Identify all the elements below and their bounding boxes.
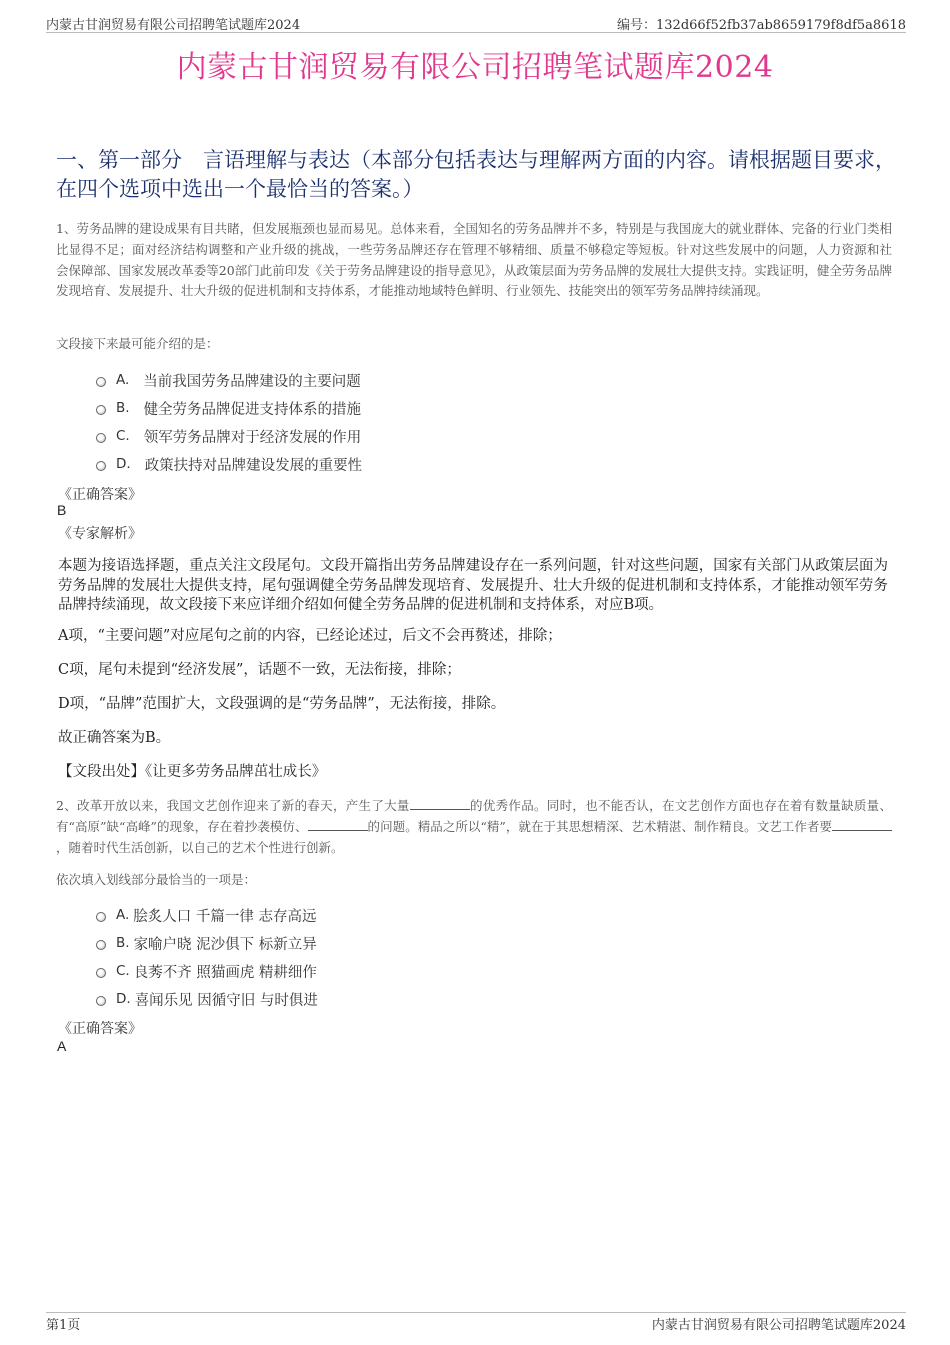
radio-icon[interactable] <box>96 433 106 443</box>
q2-stem-part: 2、改革开放以来，我国文艺创作迎来了新的春天，产生了大量 <box>56 798 410 813</box>
q1-analysis-d: D项，“品牌”范围扩大，文段强调的是“劳务品牌”，无法衔接，排除。 <box>58 696 506 712</box>
option-text: 健全劳务品牌促进支持体系的措施 <box>143 401 362 418</box>
q1-analysis-c: C项，尾句未提到“经济发展”，话题不一致，无法衔接，排除； <box>58 662 461 678</box>
option-letter: A. <box>116 907 130 923</box>
q2-option-d[interactable] <box>96 985 318 1013</box>
q1-option-c[interactable] <box>96 422 362 450</box>
option-text: 领军劳务品牌对于经济发展的作用 <box>143 429 362 446</box>
q1-prompt: 文段接下来最可能介绍的是： <box>56 336 219 351</box>
q1-option-b[interactable] <box>96 394 362 422</box>
option-text: 良莠不齐 照猫画虎 精耕细作 <box>133 964 317 981</box>
option-text: 政策扶持对品牌建设发展的重要性 <box>144 457 363 474</box>
radio-icon[interactable] <box>96 996 106 1006</box>
fill-blank <box>308 830 368 831</box>
radio-icon[interactable] <box>96 461 106 471</box>
header-left-title: 内蒙古甘润贸易有限公司招聘笔试题库2024 <box>46 18 301 33</box>
q2-option-b[interactable] <box>96 929 318 957</box>
header-divider <box>46 32 906 33</box>
q1-options <box>96 366 362 478</box>
q1-analysis-a: A项，“主要问题”对应尾句之前的内容，已经论述过，后文不会再赘述，排除； <box>58 628 562 644</box>
fill-blank <box>832 830 892 831</box>
q2-stem-part: ，随着时代生活创新，以自己的艺术个性进行创新。 <box>56 839 344 855</box>
option-text: 脍炙人口 千篇一律 志存高远 <box>133 908 317 925</box>
option-letter: D. <box>116 991 131 1007</box>
radio-icon[interactable] <box>96 405 106 415</box>
document-id: 编号：132d66f52fb37ab8659179f8df5a8618 <box>617 18 906 33</box>
footer-title: 内蒙古甘润贸易有限公司招聘笔试题库2024 <box>651 1318 906 1333</box>
option-letter: C. <box>116 963 130 979</box>
option-letter: D. <box>116 456 131 472</box>
q2-answer-label: 《正确答案》 <box>58 1021 142 1037</box>
q1-answer: B <box>57 502 67 518</box>
q2-stem-part: 的优秀作品。同时，也不能否认，在文艺创作方面也存在着有数量缺质量、有“高原”缺“高峰”的现象，存在着抄袭模仿、 <box>56 798 892 834</box>
q1-analysis-conclusion: 故正确答案为B。 <box>58 730 171 746</box>
radio-icon[interactable] <box>96 968 106 978</box>
q1-answer-label: 《正确答案》 <box>58 487 142 503</box>
fill-blank <box>410 809 470 810</box>
q2-stem <box>56 796 892 858</box>
section-heading: 一、第一部分 言语理解与表达（本部分包括表达与理解两方面的内容。请根据题目要求，在四个选项中选出一个最恰当的答案。） <box>56 148 896 201</box>
option-letter: A. <box>116 372 130 388</box>
q2-prompt: 依次填入划线部分最恰当的一项是： <box>56 872 257 887</box>
option-text: 当前我国劳务品牌建设的主要问题 <box>143 373 361 390</box>
q1-stem: 1、劳务品牌的建设成果有目共睹，但发展瓶颈也显而易见。总体来看，全国知名的劳务品牌并不多，特别是与我国庞大的就业群体、完备的行业门类相比显得不足；面对经济结构调整和产业升级的挑战，一些劳务品牌还存在管理不够精细、质量不够稳定等短板。针对这些发展中的问题，人力资源和社会保障部、国家发展改革委等20部门此前印发《关于劳务品牌建设的指导意见》，从政策层面为劳务品牌的发展壮大提供支持。实践证明，健全劳务品牌发现培育、发展提升、壮大升级的促进机制和支持体系，才能推动地域特色鲜明、行业领先、技能突出的领军劳务品牌持续涌现。 <box>56 221 892 299</box>
option-text: 家喻户晓 泥沙俱下 标新立异 <box>133 936 317 953</box>
q1-analysis-label: 《专家解析》 <box>58 526 142 542</box>
q1-source: 【文段出处】《让更多劳务品牌茁壮成长》 <box>58 764 327 780</box>
q2-option-c[interactable] <box>96 957 318 985</box>
radio-icon[interactable] <box>96 912 106 922</box>
q2-option-a[interactable] <box>96 901 318 929</box>
option-text: 喜闻乐见 因循守旧 与时俱进 <box>134 992 318 1009</box>
option-letter: B. <box>116 400 130 416</box>
radio-icon[interactable] <box>96 940 106 950</box>
q2-stem-part: 的问题。精品之所以“精”，就在于其思想精深、艺术精湛、制作精良。文艺工作者要 <box>367 818 832 834</box>
q1-option-a[interactable] <box>96 366 362 394</box>
q1-option-d[interactable] <box>96 450 362 478</box>
radio-icon[interactable] <box>96 377 106 387</box>
page-title: 内蒙古甘润贸易有限公司招聘笔试题库2024 <box>176 50 774 85</box>
page-number: 第1页 <box>46 1318 81 1333</box>
q1-analysis-main: 本题为接语选择题，重点关注文段尾句。文段开篇指出劳务品牌建设存在一系列问题，针对这些问题，国家有关部门从政策层面为劳务品牌的发展壮大提供支持，尾句强调健全劳务品牌发现培育、发展提升、壮大升级的促进机制和支持体系，才能推动领军劳务品牌持续涌现，故文段接下来应详细介绍如何健全劳务品牌的促进机制和支持体系，对应B项。 <box>58 558 888 613</box>
option-letter: B. <box>116 935 130 951</box>
footer-divider <box>46 1312 906 1313</box>
q2-options <box>96 901 318 1013</box>
option-letter: C. <box>116 428 130 444</box>
q2-answer: A <box>57 1038 67 1054</box>
